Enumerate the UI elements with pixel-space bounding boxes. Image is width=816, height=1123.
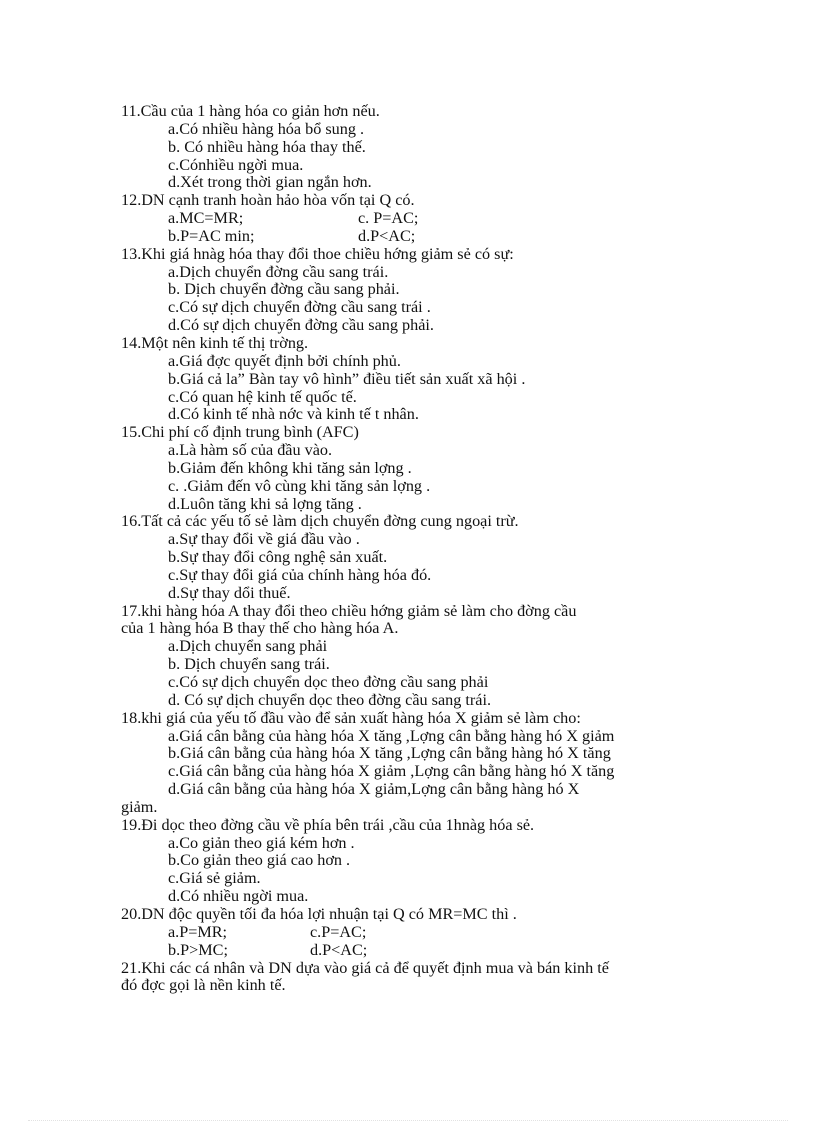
question-text: 16.Tất cả các yếu tố sẻ làm dịch chuyển đờng cung ngoại trừ. <box>121 512 519 531</box>
question-text: 14.Một nên kinh tế thị trờng. <box>121 333 309 352</box>
option-d: d.Giá cân bằng của hàng hóa X giảm,Lợng cân bằng hàng hó X <box>168 780 580 799</box>
question-text: 15.Chi phí cố định trung bình (AFC) <box>121 423 359 442</box>
option-b: b.Giá cả la” Bàn tay vô hình” điều tiết sản xuất xã hội . <box>168 369 526 388</box>
option-c: c.P=AC; <box>310 922 367 941</box>
option-b: b.Giảm đến không khi tăng sản lợng . <box>168 458 412 477</box>
option-d: d.Luôn tăng khi sả lợng tăng . <box>168 494 362 513</box>
question-17 <box>121 603 721 710</box>
option-a: a.MC=MR; <box>168 209 244 228</box>
option-d: d. Có sự dịch chuyển dọc theo đờng cầu sang trái. <box>168 690 492 709</box>
option-a: a.Dịch chuyển sang phải <box>168 637 328 656</box>
question-text: 12.DN cạnh tranh hoàn hảo hòa vốn tại Q có. <box>121 191 415 210</box>
option-c: c.Giá cân bằng của hàng hóa X giảm ,Lợng cân bằng hàng hó X tăng <box>168 762 615 781</box>
question-text: 11.Cầu của 1 hàng hóa co giản hơn nếu. <box>121 102 380 120</box>
option-c: c.Giá sẻ giảm. <box>168 869 261 888</box>
option-b: b.Giá cân bằng của hàng hóa X tăng ,Lợng cân bằng hàng hó X tăng <box>168 744 611 763</box>
option-d: d.Có nhiều ngời mua. <box>168 887 309 906</box>
option-c: c. P=AC; <box>358 209 419 228</box>
question-20 <box>121 906 721 960</box>
option-b: b.P>MC; <box>168 940 228 959</box>
question-18 <box>121 710 721 817</box>
question-12 <box>121 192 721 246</box>
option-row <box>121 924 721 942</box>
option-d: d.P<AC; <box>358 226 416 245</box>
question-13 <box>121 246 721 335</box>
option-row <box>121 942 721 960</box>
option-b: b.Sự thay đổi công nghệ sản xuất. <box>168 548 388 567</box>
option-d: d.Có sự dịch chuyển đờng cầu sang phải. <box>168 316 434 335</box>
question-19 <box>121 817 721 906</box>
option-c: c.Có sự dịch chuyển đờng cầu sang trái . <box>168 298 431 317</box>
option-d: d.Có kinh tế nhà nớc và kinh tế t nhân. <box>168 405 419 424</box>
question-text-line-1: 21.Khi các cá nhân và DN dựa vào giá cả để quyết định mua và bán kinh tế <box>121 958 609 977</box>
question-text-line-2: của 1 hàng hóa B thay thế cho hàng hóa A. <box>121 619 399 638</box>
question-21 <box>121 960 721 996</box>
option-b: b. Dịch chuyển đờng cầu sang phải. <box>168 280 400 299</box>
question-text: 13.Khi giá hnàg hóa thay đổi thoe chiều hớng giảm sẻ có sự: <box>121 244 514 263</box>
page-bottom-divider <box>28 1120 788 1121</box>
option-b: b. Dịch chuyển sang trái. <box>168 655 330 674</box>
question-list <box>121 103 721 995</box>
question-text: 18.khi giá của yếu tố đầu vào để sản xuất hàng hóa X giảm sẻ làm cho: <box>121 708 581 727</box>
question-text-line-2: đó đợc gọi là nền kinh tế. <box>121 976 286 995</box>
option-d-continuation: giảm. <box>121 797 158 816</box>
option-row <box>121 210 721 228</box>
option-d: d.Xét trong thời gian ngắn hơn. <box>168 173 372 192</box>
option-b: b. Có nhiều hàng hóa thay thế. <box>168 137 366 156</box>
option-d: d.Sự thay dổi thuế. <box>168 583 291 602</box>
question-text: 19.Đi dọc theo đờng cầu về phía bên trái ,cầu của 1hnàg hóa sẻ. <box>121 815 535 834</box>
option-b: b.Co giản theo giá cao hơn . <box>168 851 351 870</box>
option-a: a.Dịch chuyển đờng cầu sang trái. <box>168 262 389 281</box>
option-c: c.Có quan hệ kinh tế quốc tế. <box>168 387 357 406</box>
option-a: a.Có nhiều hàng hóa bổ sung . <box>168 119 365 138</box>
question-text: 20.DN độc quyền tối đa hóa lợi nhuận tại Q có MR=MC thì . <box>121 904 517 923</box>
option-c: c. .Giảm đến vô cùng khi tăng sản lợng . <box>168 476 431 495</box>
option-a: a.Sự thay đổi về giá đầu vào . <box>168 530 360 549</box>
question-16 <box>121 513 721 602</box>
option-a: a.Là hàm số của đầu vào. <box>168 441 333 460</box>
question-text-line-1: 17.khi hàng hóa A thay đổi theo chiều hớng giảm sẻ làm cho đờng cầu <box>121 601 577 620</box>
option-d: d.P<AC; <box>310 940 368 959</box>
option-c: c.Có sự dịch chuyển dọc theo đờng cầu sang phải <box>168 673 489 691</box>
option-a: a.P=MR; <box>168 922 228 941</box>
option-a: a.Giá cân bằng của hàng hóa X tăng ,Lợng cân bằng hàng hó X giảm <box>168 726 615 745</box>
question-11 <box>121 103 721 192</box>
option-b: b.P=AC min; <box>168 226 255 245</box>
option-a: a.Co giản theo giá kém hơn . <box>168 833 355 852</box>
option-c: c.Sự thay đổi giá của chính hàng hóa đó. <box>168 565 432 584</box>
option-row <box>121 228 721 246</box>
option-a: a.Giá đợc quyết định bởi chính phủ. <box>168 351 401 370</box>
question-15 <box>121 424 721 513</box>
option-c: c.Cónhiều ngời mua. <box>168 155 304 174</box>
question-14 <box>121 335 721 424</box>
